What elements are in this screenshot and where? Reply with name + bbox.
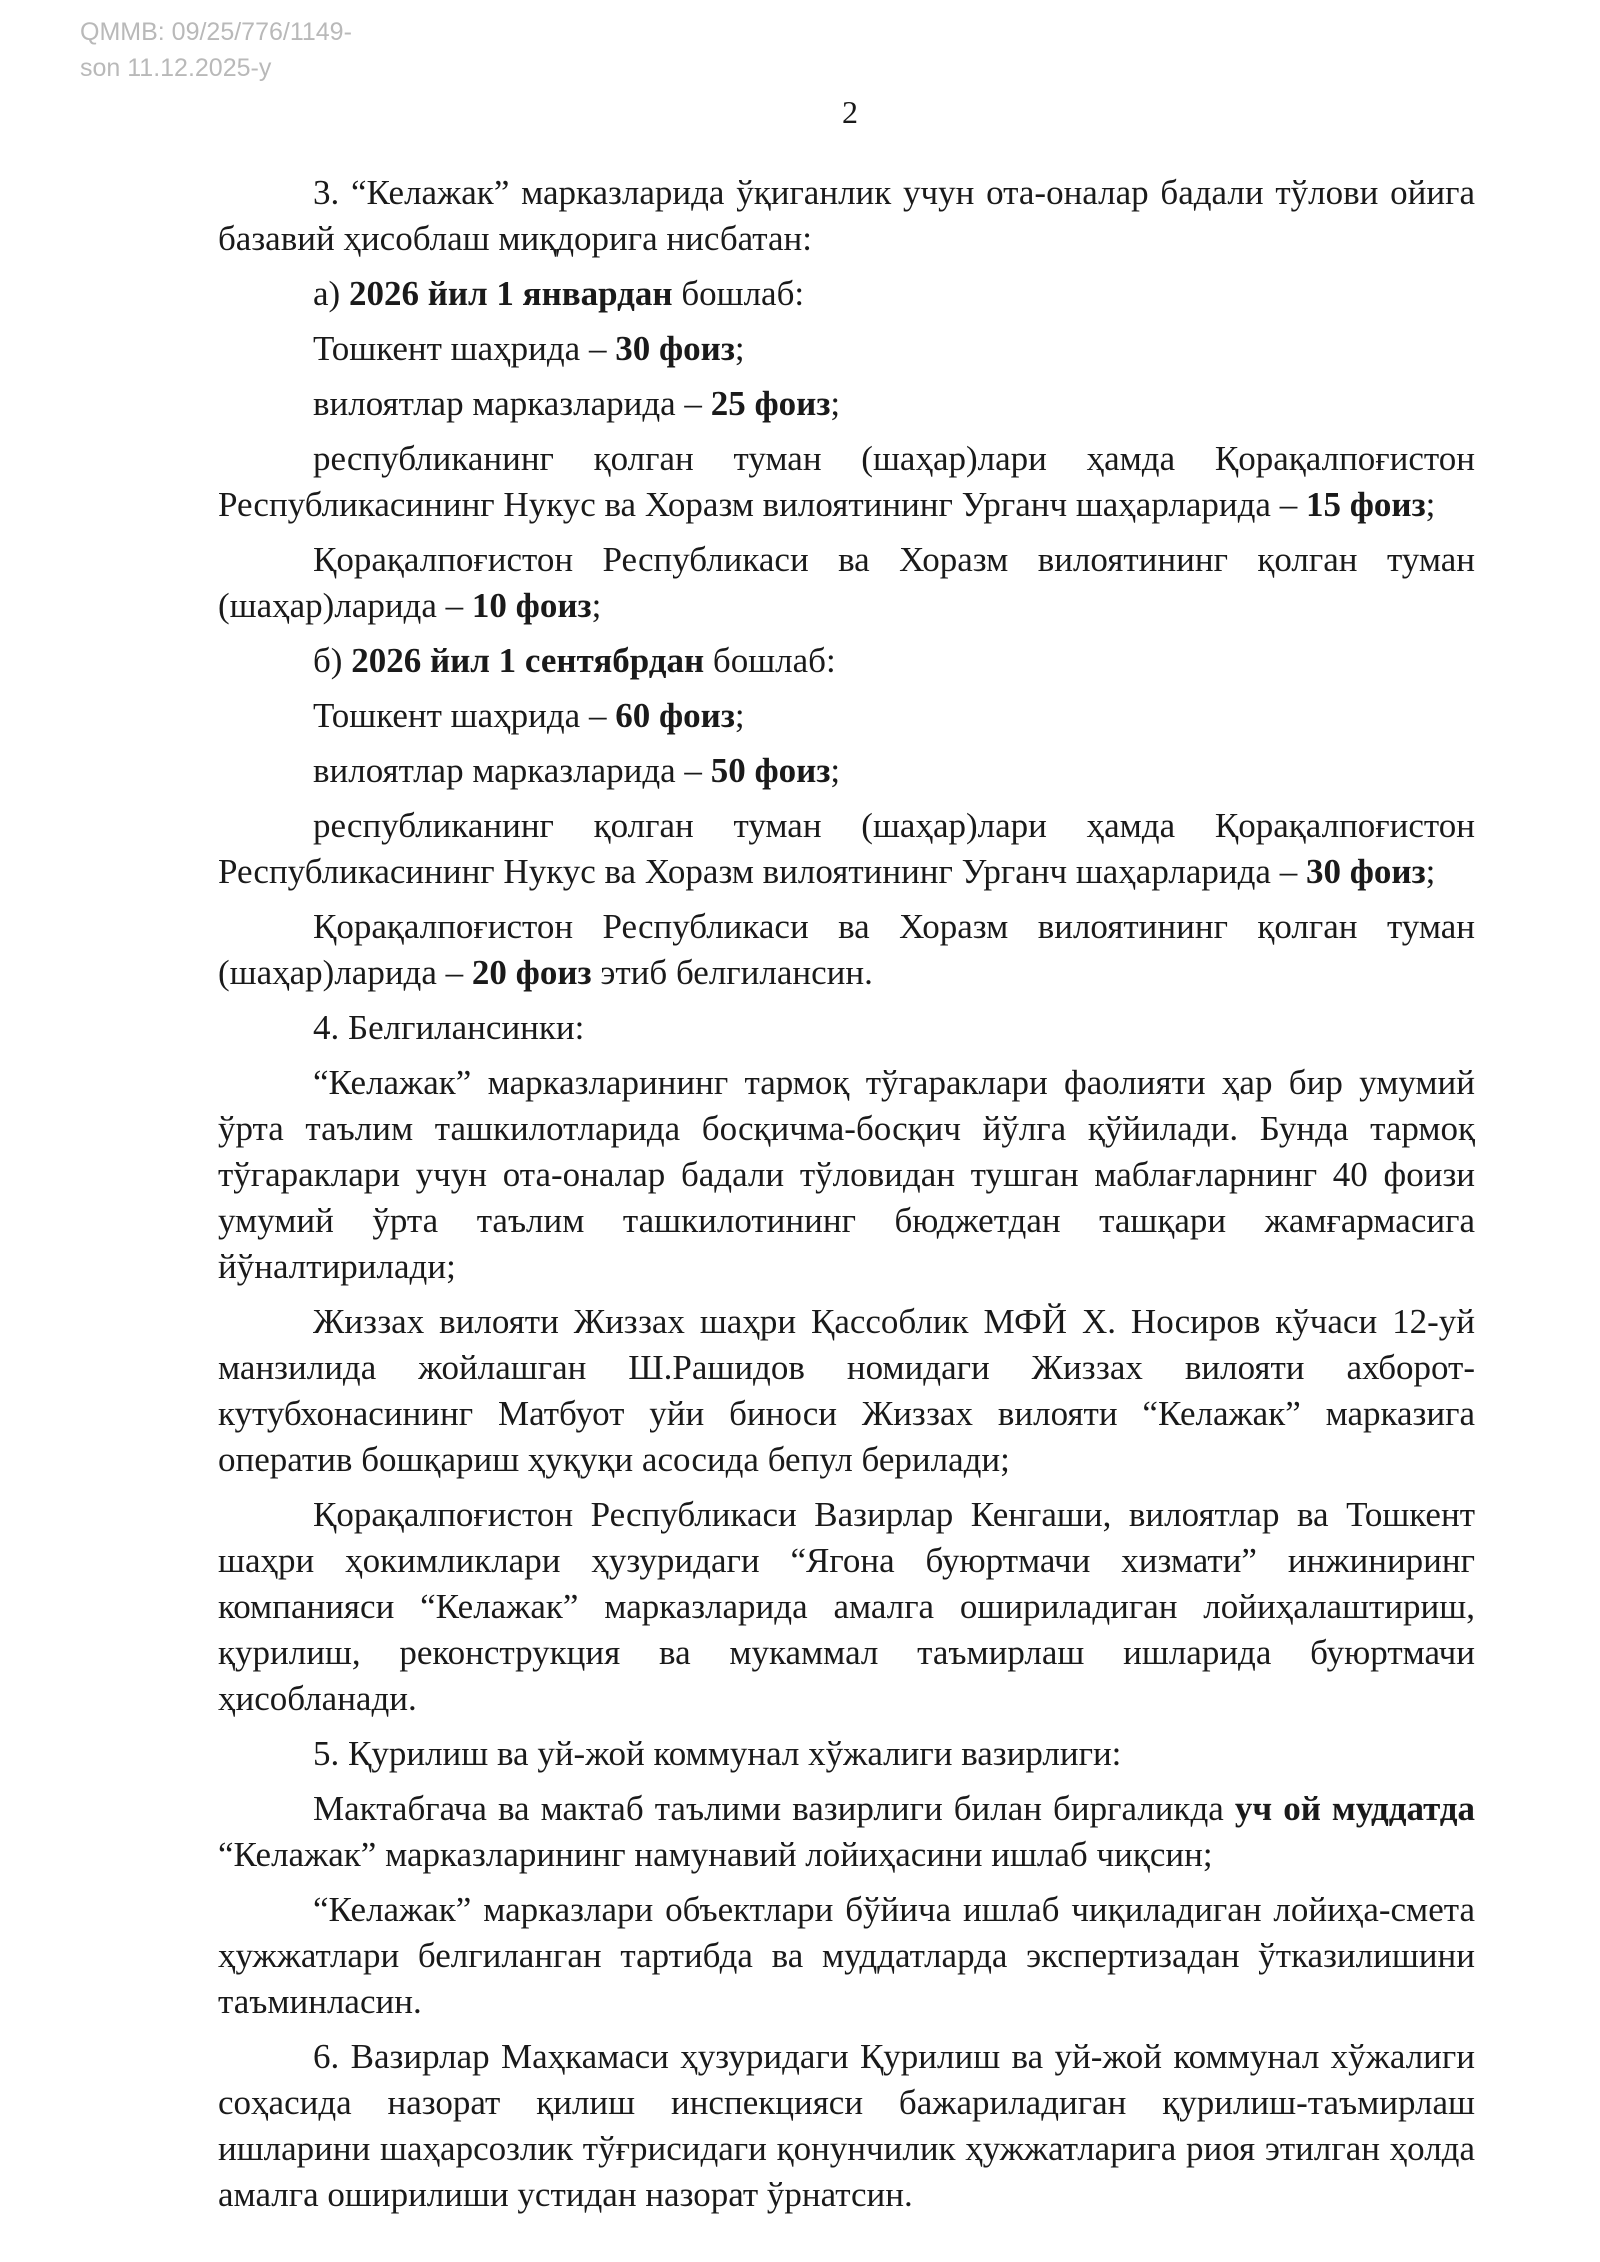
page-number: 2 (842, 94, 858, 130)
section-4-item-3: Қорақалпоғистон Республикаси Вазирлар Кенгаши, вилоятлар ва Тошкент шаҳри ҳокимликлари ҳузуридаги “Ягона буюртмачи хизмати” инжиниринг компанияси “Келажак” марказларида амалга ошириладиган лойиҳалаштириш, қурилиш, реконструкция ва мукаммал таъмирлаш ишларида буюртмачи ҳисобланади. (218, 1495, 1475, 1718)
section-3-sub-b-date: 2026 йил 1 сентябрдан (351, 641, 705, 680)
section-4-item-1: “Келажак” марказларининг тармоқ тўгараклари фаолияти ҳар бир умумий ўрта таълим ташкилотларида босқичма-босқич йўлга қўйилади. Бунда тармоқ тўгараклари учун ота-оналар бадали тўловидан тушган маблағларнинг 40 фоизи умумий ўрта таълим ташкилотининг бюджетдан ташқари жамғармасига йўналтирилади; (218, 1063, 1475, 1286)
section-5-item-2: “Келажак” марказлари объектлари бўйича ишлаб чиқиладиган лойиҳа-смета ҳужжатлари белгиланган тартибда ва муддатларда экспертизадан ўтказилишини таъминласин. (218, 1890, 1475, 2021)
section-3-sub-a-date: 2026 йил 1 январдан (348, 274, 673, 313)
section-3-b-item-4: Қорақалпоғистон Республикаси ва Хоразм вилоятининг қолган туман (шаҳар)ларида – 20 фоиз этиб белгилансин. (218, 907, 1475, 992)
section-5-item-1: Мактабгача ва мактаб таълими вазирлиги билан биргаликда уч ой муддатда “Келажак” марказларининг намунавий лойиҳасини ишлаб чиқсин; (218, 1789, 1476, 1874)
section-6: 6. Вазирлар Маҳкамаси ҳузуридаги Қурилиш ва уй-жой коммунал хўжалиги соҳасида назорат қилиш инспекцияси бажариладиган қурилиш-таъмирлаш ишларини шаҳарсозлик тўғрисидаги қонунчилик ҳужжатларига риоя этилган ҳолда амалга оширилиши устидан назорат ўрнатсин. (218, 2037, 1475, 2214)
section-5-heading: 5. Қурилиш ва уй-жой коммунал хўжалиги вазирлиги: (313, 1734, 1122, 1773)
section-3-a-item-4: Қорақалпоғистон Республикаси ва Хоразм вилоятининг қолган туман (шаҳар)ларида – 10 фоиз; (218, 540, 1475, 625)
section-3-intro: 3. “Келажак” марказларида ўқиганлик учун ота-оналар бадали тўлови ойига базавий ҳисоблаш миқдорига нисбатан: (218, 173, 1475, 258)
section-3-sub-b: б) 2026 йил 1 сентябрдан бошлаб: (313, 641, 836, 680)
stamp-line-1: QMMB: 09/25/776/1149- (80, 18, 352, 46)
section-3-b-item-3: республиканинг қолган туман (шаҳар)лари ҳамда Қорақалпоғистон Республикасининг Нукус ва Хоразм вилоятининг Урганч шаҳарларида – 30 фоиз; (218, 806, 1475, 891)
section-3-b-item-2: вилоятлар марказларида – 50 фоиз; (313, 751, 841, 790)
document-body (218, 170, 1475, 2227)
section-3-b-item-1: Тошкент шаҳрида – 60 фоиз; (313, 696, 745, 735)
section-4-item-2: Жиззах вилояти Жиззах шаҳри Қассоблик МФЙ Х. Носиров кўчаси 12-уй манзилида жойлашган Ш.Рашидов номидаги Жиззах вилояти ахборот-кутубхонасининг Матбуот уйи биноси Жиззах вилояти “Келажак” марказига оператив бошқариш ҳуқуқи асосида бепул берилади; (218, 1302, 1475, 1479)
section-3-sub-a: а) 2026 йил 1 январдан бошлаб: (313, 274, 805, 313)
section-4-heading: 4. Белгилансинки: (313, 1008, 585, 1047)
section-3-a-item-1: Тошкент шаҳрида – 30 фоиз; (313, 329, 745, 368)
registration-stamp (80, 14, 352, 86)
stamp-line-2: son 11.12.2025-y (80, 54, 272, 82)
section-3-a-item-3: республиканинг қолган туман (шаҳар)лари ҳамда Қорақалпоғистон Республикасининг Нукус ва Хоразм вилоятининг Урганч шаҳарларида – 15 фоиз; (218, 439, 1475, 524)
section-3-a-item-2: вилоятлар марказларида – 25 фоиз; (313, 384, 841, 423)
